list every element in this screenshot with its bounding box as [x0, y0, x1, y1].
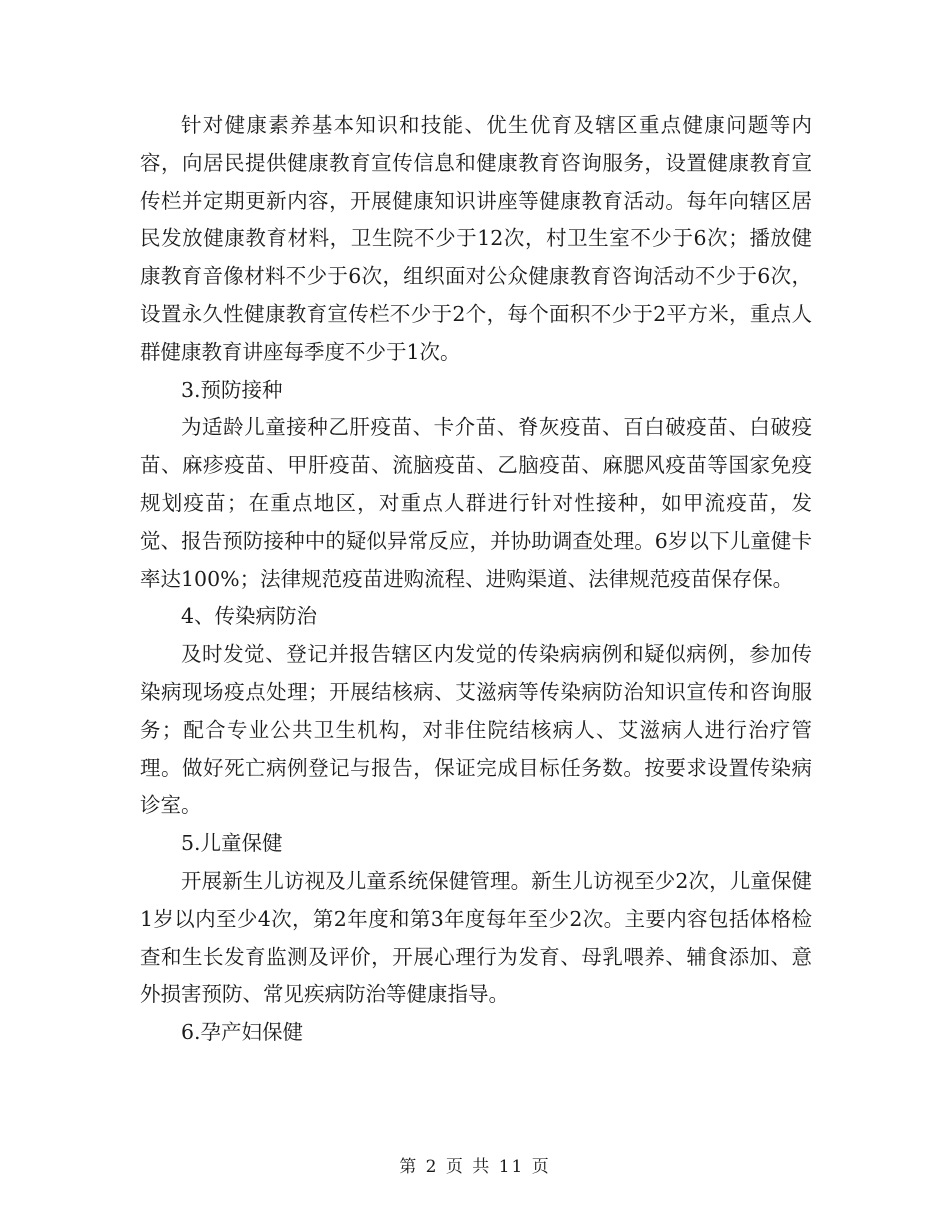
paragraph-infectious-disease: 及时发觉、登记并报告辖区内发觉的传染病病例和疑似病例，参加传染病现场疫点处理；开展结核病、艾滋病等传染病防治知识宣传和咨询服务；配合专业公共卫生机构，对非住院结核病人、艾滋病人进行治疗管理。做好死亡病例登记与报告，保证完成目标任务数。按要求设置传染病诊室。: [140, 642, 812, 818]
paragraph-health-education: 针对健康素养基本知识和技能、优生优育及辖区重点健康问题等内容，向居民提供健康教育宣传信息和健康教育咨询服务，设置健康教育宣传栏并定期更新内容，开展健康知识讲座等健康教育活动。每年向辖区居民发放健康教育材料，卫生院不少于12次，村卫生室不少于6次；播放健康教育音像材料不少于6次，组织面对公众健康教育咨询活动不少于6次，设置永久性健康教育宣传栏不少于2个，每个面积不少于2平方米，重点人群健康教育讲座每季度不少于1次。: [140, 113, 812, 364]
section-heading-maternal-health: 6.孕产妇保健: [181, 1020, 304, 1045]
document-body: [140, 107, 812, 1052]
section-heading-vaccination: 3.预防接种: [181, 377, 283, 402]
paragraph-vaccination: 为适龄儿童接种乙肝疫苗、卡介苗、脊灰疫苗、百白破疫苗、白破疫苗、麻疹疫苗、甲肝疫苗、流脑疫苗、乙脑疫苗、麻腮风疫苗等国家免疫规划疫苗；在重点地区，对重点人群进行针对性接种，如甲流疫苗，发觉、报告预防接种中的疑似异常反应，并协助调查处理。6岁以下儿童健卡率达100%；法律规范疫苗进购流程、进购渠道、法律规范疫苗保存保。: [140, 415, 812, 591]
page-number-footer: 第 2 页 共 11 页: [399, 1157, 551, 1177]
paragraph-child-health: 开展新生儿访视及儿童系统保健管理。新生儿访视至少2次，儿童保健1岁以内至少4次，第2年度和第3年度每年至少2次。主要内容包括体格检查和生长发育监测及评价，开展心理行为发育、母乳喂养、辅食添加、意外损害预防、常见疾病防治等健康指导。: [140, 868, 812, 1007]
section-heading-child-health: 5.儿童保健: [181, 831, 283, 856]
section-heading-infectious-disease: 4、传染病防治: [181, 604, 318, 629]
